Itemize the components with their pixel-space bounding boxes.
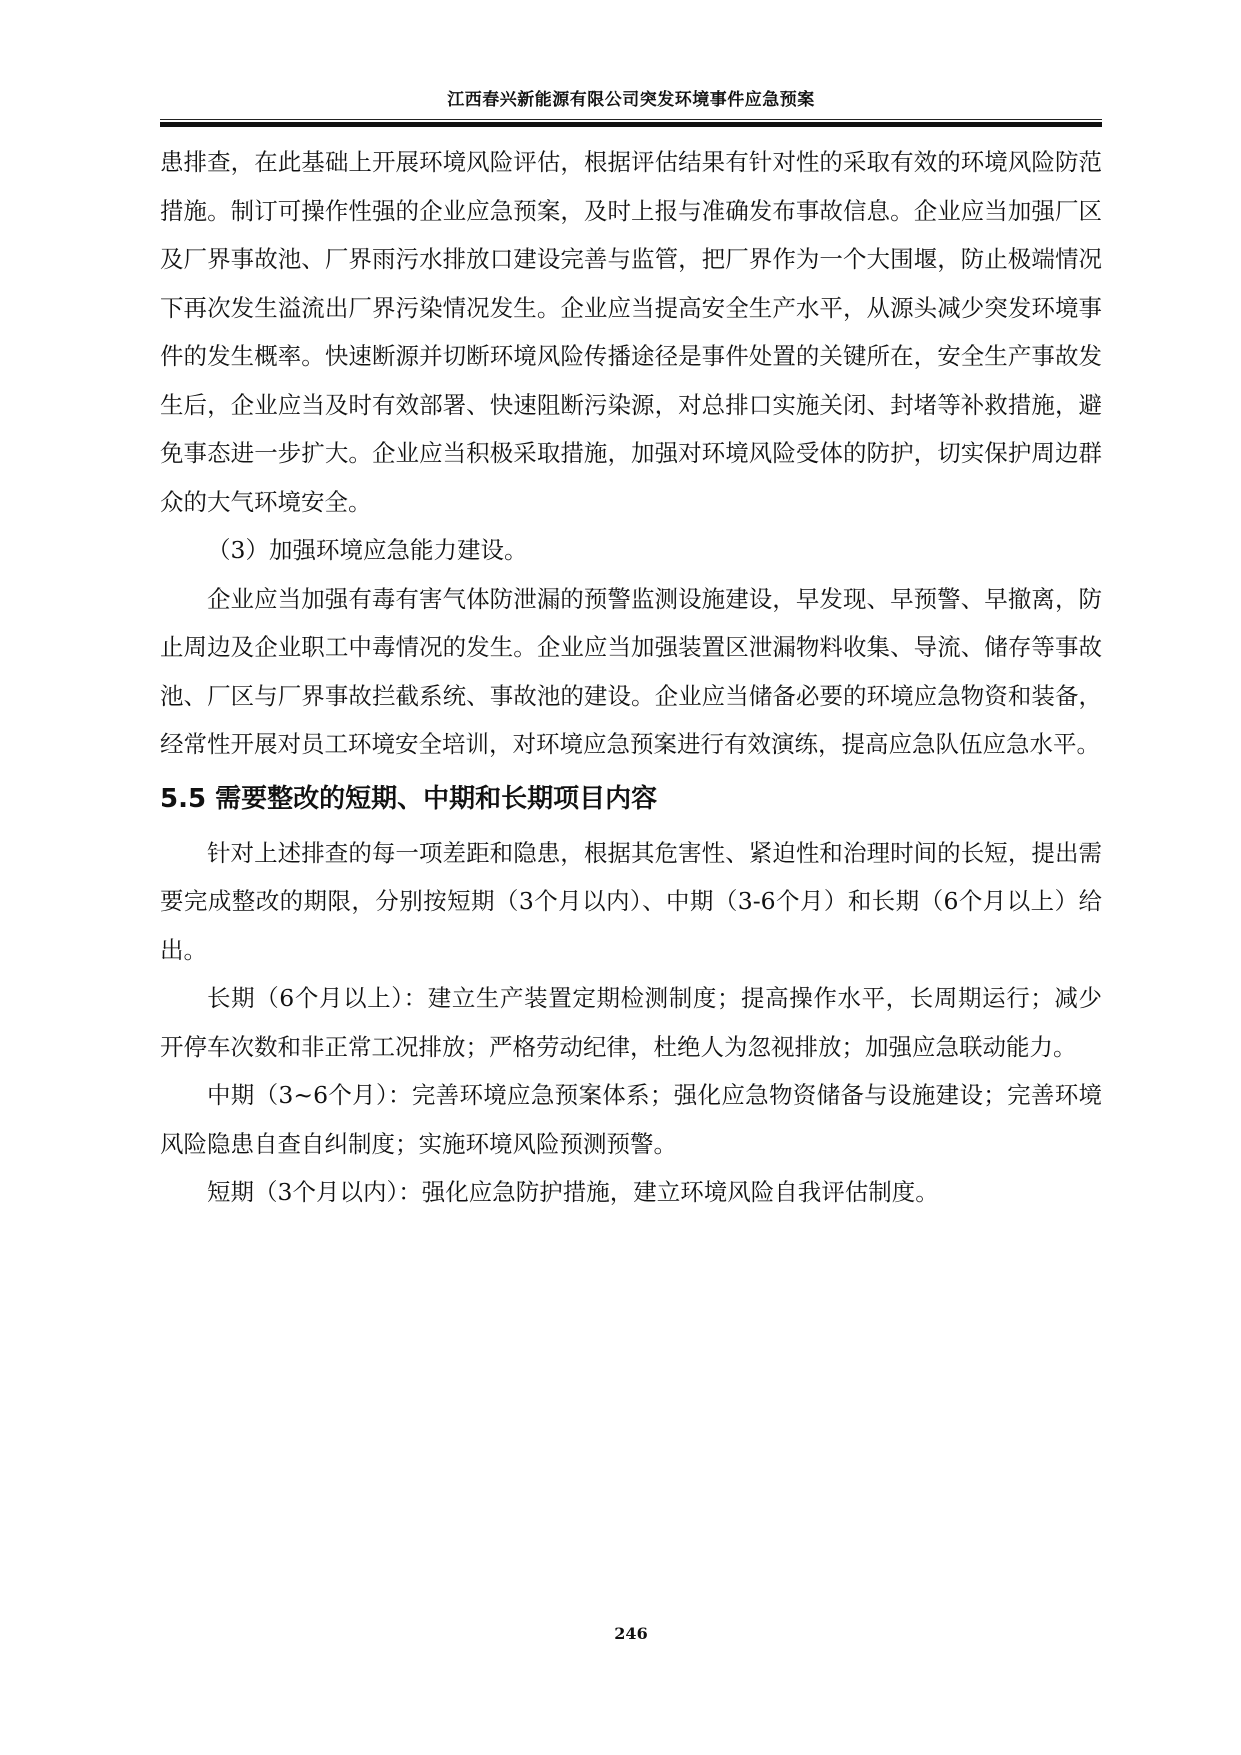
- paragraph-capacity-building: 企业应当加强有毒有害气体防泄漏的预警监测设施建设，早发现、早预警、早撤离，防止周边及企业职工中毒情况的发生。企业应当加强装置区泄漏物料收集、导流、储存等事故池、厂区与厂界事故拦截系统、事故池的建设。企业应当储备必要的环境应急物资和装备，经常性开展对员工环境安全培训，对环境应急预案进行有效演练，提高应急队伍应急水平。: [160, 584, 1102, 758]
- header-rule-thin: [160, 119, 1102, 120]
- paragraph-risk-prevention: 患排查，在此基础上开展环境风险评估，根据评估结果有针对性的采取有效的环境风险防范措施。制订可操作性强的企业应急预案，及时上报与准确发布事故信息。企业应当加强厂区及厂界事故池、厂界雨污水排放口建设完善与监管，把厂界作为一个大围堰，防止极端情况下再次发生溢流出厂界污染情况发生。企业应当提高安全生产水平，从源头减少突发环境事件的发生概率。快速断源并切断环境风险传播途径是事件处置的关键所在，安全生产事故发生后，企业应当及时有效部署、快速阻断污染源，对总排口实施关闭、封堵等补救措施，避免事态进一步扩大。企业应当积极采取措施，加强对环境风险受体的防护，切实保护周边群众的大气环境安全。: [160, 148, 1102, 516]
- paragraph-mid-term: 中期（3~6个月）：完善环境应急预案体系；强化应急物资储备与设施建设；完善环境风险隐患自查自纠制度；实施环境风险预测预警。: [160, 1081, 1102, 1158]
- paragraph-rectification-intro: 针对上述排查的每一项差距和隐患，根据其危害性、紧迫性和治理时间的长短，提出需要完成整改的期限，分别按短期（3个月以内）、中期（3-6个月）和长期（6个月以上）给出。: [160, 838, 1102, 964]
- paragraph-long-term: 长期（6个月以上）：建立生产装置定期检测制度；提高操作水平，长周期运行；减少开停车次数和非正常工况排放；严格劳动纪律，杜绝人为忽视排放；加强应急联动能力。: [160, 984, 1102, 1061]
- paragraph-short-term: 短期（3个月以内）：强化应急防护措施，建立环境风险自我评估制度。: [207, 1178, 939, 1206]
- list-item-capacity-building: （3）加强环境应急能力建设。: [207, 536, 528, 564]
- page-number: 246: [614, 1624, 648, 1643]
- section-heading: 5.5 需要整改的短期、中期和长期项目内容: [160, 783, 658, 814]
- header-rule-thick: [160, 122, 1102, 127]
- running-header-title: 江西春兴新能源有限公司突发环境事件应急预案: [447, 90, 815, 110]
- document-body: [160, 138, 1102, 1217]
